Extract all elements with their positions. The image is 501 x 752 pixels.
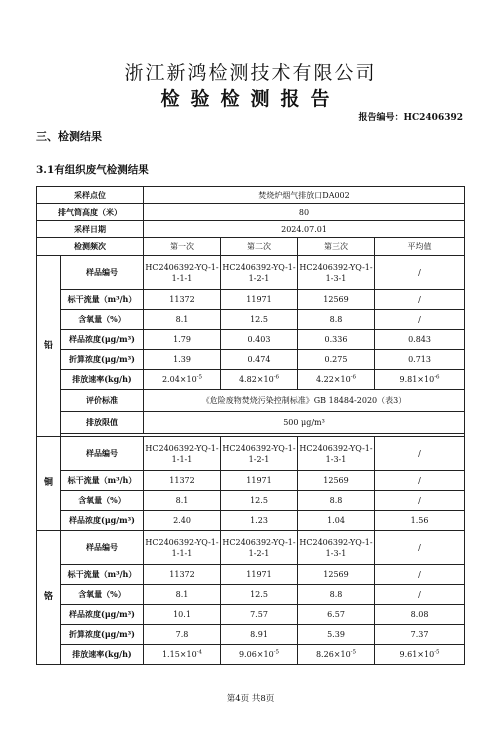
flow-value: 11971 [221, 290, 298, 310]
table-row [37, 412, 465, 434]
col-third: 第三次 [298, 238, 375, 256]
conc-value: 2.40 [144, 511, 221, 531]
conc-value: 1.23 [221, 511, 298, 531]
na-cell: / [375, 471, 465, 491]
report-number: 报告编号：HC2406392 [358, 113, 463, 123]
rate-average: $9.61\times 10^{-5}$ [375, 645, 465, 665]
table-row [37, 471, 465, 491]
table-row [37, 491, 465, 511]
sample-id: HC2406392-YQ-1-1-3-1 [298, 256, 375, 290]
table-row [37, 390, 465, 412]
conv-value: 0.275 [298, 350, 375, 370]
sample-id: HC2406392-YQ-1-1-3-1 [298, 437, 375, 471]
col-first: 第一次 [144, 238, 221, 256]
flow-value: 12569 [298, 290, 375, 310]
rate-value: $4.22\times 10^{-6}$ [298, 370, 375, 390]
conc-value: 0.403 [221, 330, 298, 350]
page-footer: 第4页 共8页 [226, 694, 275, 704]
flow-label: 标干流量（m³/h） [61, 290, 144, 310]
flow-value: 12569 [298, 565, 375, 585]
conv-value: 5.39 [298, 625, 375, 645]
rate-value: $8.26\times 10^{-5}$ [298, 645, 375, 665]
flow-value: 11971 [221, 565, 298, 585]
table-row [37, 221, 465, 238]
table-row [37, 370, 465, 390]
company-name: 浙江新鸿检测技术有限公司 [124, 62, 377, 84]
oxygen-value: 12.5 [221, 310, 298, 330]
subsection-title: 3.1有组织废气检测结果 [36, 164, 149, 176]
sample-no-label: 样品编号 [61, 531, 144, 565]
oxygen-label: 含氧量（%） [61, 491, 144, 511]
conv-value: 0.474 [221, 350, 298, 370]
conc-value: 6.57 [298, 605, 375, 625]
rate-average: $9.81\times 10^{-6}$ [375, 370, 465, 390]
chromium-group-label: 铬 [37, 531, 61, 665]
na-cell: / [375, 585, 465, 605]
conv-value: 7.8 [144, 625, 221, 645]
table-row [37, 310, 465, 330]
sampling-point-value: 焚烧炉烟气排放口DA002 [144, 187, 465, 204]
table-row [37, 330, 465, 350]
conc-label: 样品浓度(μg/m³) [61, 330, 144, 350]
na-cell: / [375, 531, 465, 565]
table-row [37, 511, 465, 531]
frequency-label: 检测频次 [37, 238, 144, 256]
na-cell: / [375, 565, 465, 585]
copper-group-label: 铜 [37, 437, 61, 531]
conc-value: 1.79 [144, 330, 221, 350]
flow-value: 11971 [221, 471, 298, 491]
sample-no-label: 样品编号 [61, 437, 144, 471]
table-row [37, 437, 465, 471]
na-cell: / [375, 290, 465, 310]
oxygen-value: 12.5 [221, 585, 298, 605]
rate-value: $4.82\times 10^{-6}$ [221, 370, 298, 390]
na-cell: / [375, 310, 465, 330]
rate-label: 排放速率(kg/h) [61, 645, 144, 665]
table-row [37, 290, 465, 310]
table-row [37, 238, 465, 256]
oxygen-value: 8.1 [144, 310, 221, 330]
table-row [37, 645, 465, 665]
oxygen-value: 8.8 [298, 310, 375, 330]
conc-average: 1.56 [375, 511, 465, 531]
conc-label: 样品浓度(μg/m³) [61, 511, 144, 531]
oxygen-label: 含氧量（%） [61, 310, 144, 330]
flow-label: 标干流量（m³/h） [61, 471, 144, 491]
table-row [37, 585, 465, 605]
flow-value: 11372 [144, 565, 221, 585]
lead-group-label: 铅 [37, 256, 61, 437]
conc-value: 0.336 [298, 330, 375, 350]
flow-value: 12569 [298, 471, 375, 491]
sample-id: HC2406392-YQ-1-1-2-1 [221, 531, 298, 565]
col-second: 第二次 [221, 238, 298, 256]
oxygen-value: 8.8 [298, 491, 375, 511]
flow-label: 标干流量（m³/h） [61, 565, 144, 585]
sample-id: HC2406392-YQ-1-1-1-1 [144, 437, 221, 471]
sample-id: HC2406392-YQ-1-1-1-1 [144, 531, 221, 565]
sample-id: HC2406392-YQ-1-1-2-1 [221, 437, 298, 471]
conc-average: 0.843 [375, 330, 465, 350]
standard-value: 《危险废物焚烧污染控制标准》GB 18484-2020（表3） [144, 390, 465, 412]
conv-value: 8.91 [221, 625, 298, 645]
table-row [37, 350, 465, 370]
conv-label: 折算浓度(μg/m³) [61, 350, 144, 370]
conv-value: 1.39 [144, 350, 221, 370]
table-row [37, 625, 465, 645]
sample-no-label: 样品编号 [61, 256, 144, 290]
sampling-date-label: 采样日期 [37, 221, 144, 238]
conv-average: 0.713 [375, 350, 465, 370]
table-row [37, 565, 465, 585]
oxygen-value: 8.1 [144, 491, 221, 511]
oxygen-label: 含氧量（%） [61, 585, 144, 605]
limit-label: 排放限值 [61, 412, 144, 434]
oxygen-value: 12.5 [221, 491, 298, 511]
flow-value: 11372 [144, 471, 221, 491]
sample-id: HC2406392-YQ-1-1-3-1 [298, 531, 375, 565]
sampling-date-value: 2024.07.01 [144, 221, 465, 238]
conc-value: 7.57 [221, 605, 298, 625]
results-table [36, 186, 465, 665]
na-cell: / [375, 491, 465, 511]
conc-value: 1.04 [298, 511, 375, 531]
standard-label: 评价标准 [61, 390, 144, 412]
conc-label: 样品浓度(μg/m³) [61, 605, 144, 625]
stack-height-label: 排气筒高度（米） [37, 204, 144, 221]
conc-value: 10.1 [144, 605, 221, 625]
rate-value: $1.15\times 10^{-4}$ [144, 645, 221, 665]
oxygen-value: 8.8 [298, 585, 375, 605]
table-row [37, 531, 465, 565]
table-row [37, 256, 465, 290]
conc-average: 8.08 [375, 605, 465, 625]
limit-value: 500 μg/m³ [144, 412, 465, 434]
stack-height-value: 80 [144, 204, 465, 221]
sample-id: HC2406392-YQ-1-1-2-1 [221, 256, 298, 290]
na-cell: / [375, 437, 465, 471]
report-title: 检验检测报告 [160, 88, 341, 110]
sample-id: HC2406392-YQ-1-1-1-1 [144, 256, 221, 290]
rate-value: $9.06\times 10^{-5}$ [221, 645, 298, 665]
rate-value: $2.04\times 10^{-5}$ [144, 370, 221, 390]
col-average: 平均值 [375, 238, 465, 256]
section-title: 三、检测结果 [36, 130, 102, 143]
rate-label: 排放速率(kg/h) [61, 370, 144, 390]
table-row [37, 187, 465, 204]
na-cell: / [375, 256, 465, 290]
flow-value: 11372 [144, 290, 221, 310]
sampling-point-label: 采样点位 [37, 187, 144, 204]
conv-average: 7.37 [375, 625, 465, 645]
conv-label: 折算浓度(μg/m³) [61, 625, 144, 645]
oxygen-value: 8.1 [144, 585, 221, 605]
table-row [37, 204, 465, 221]
table-row [37, 605, 465, 625]
